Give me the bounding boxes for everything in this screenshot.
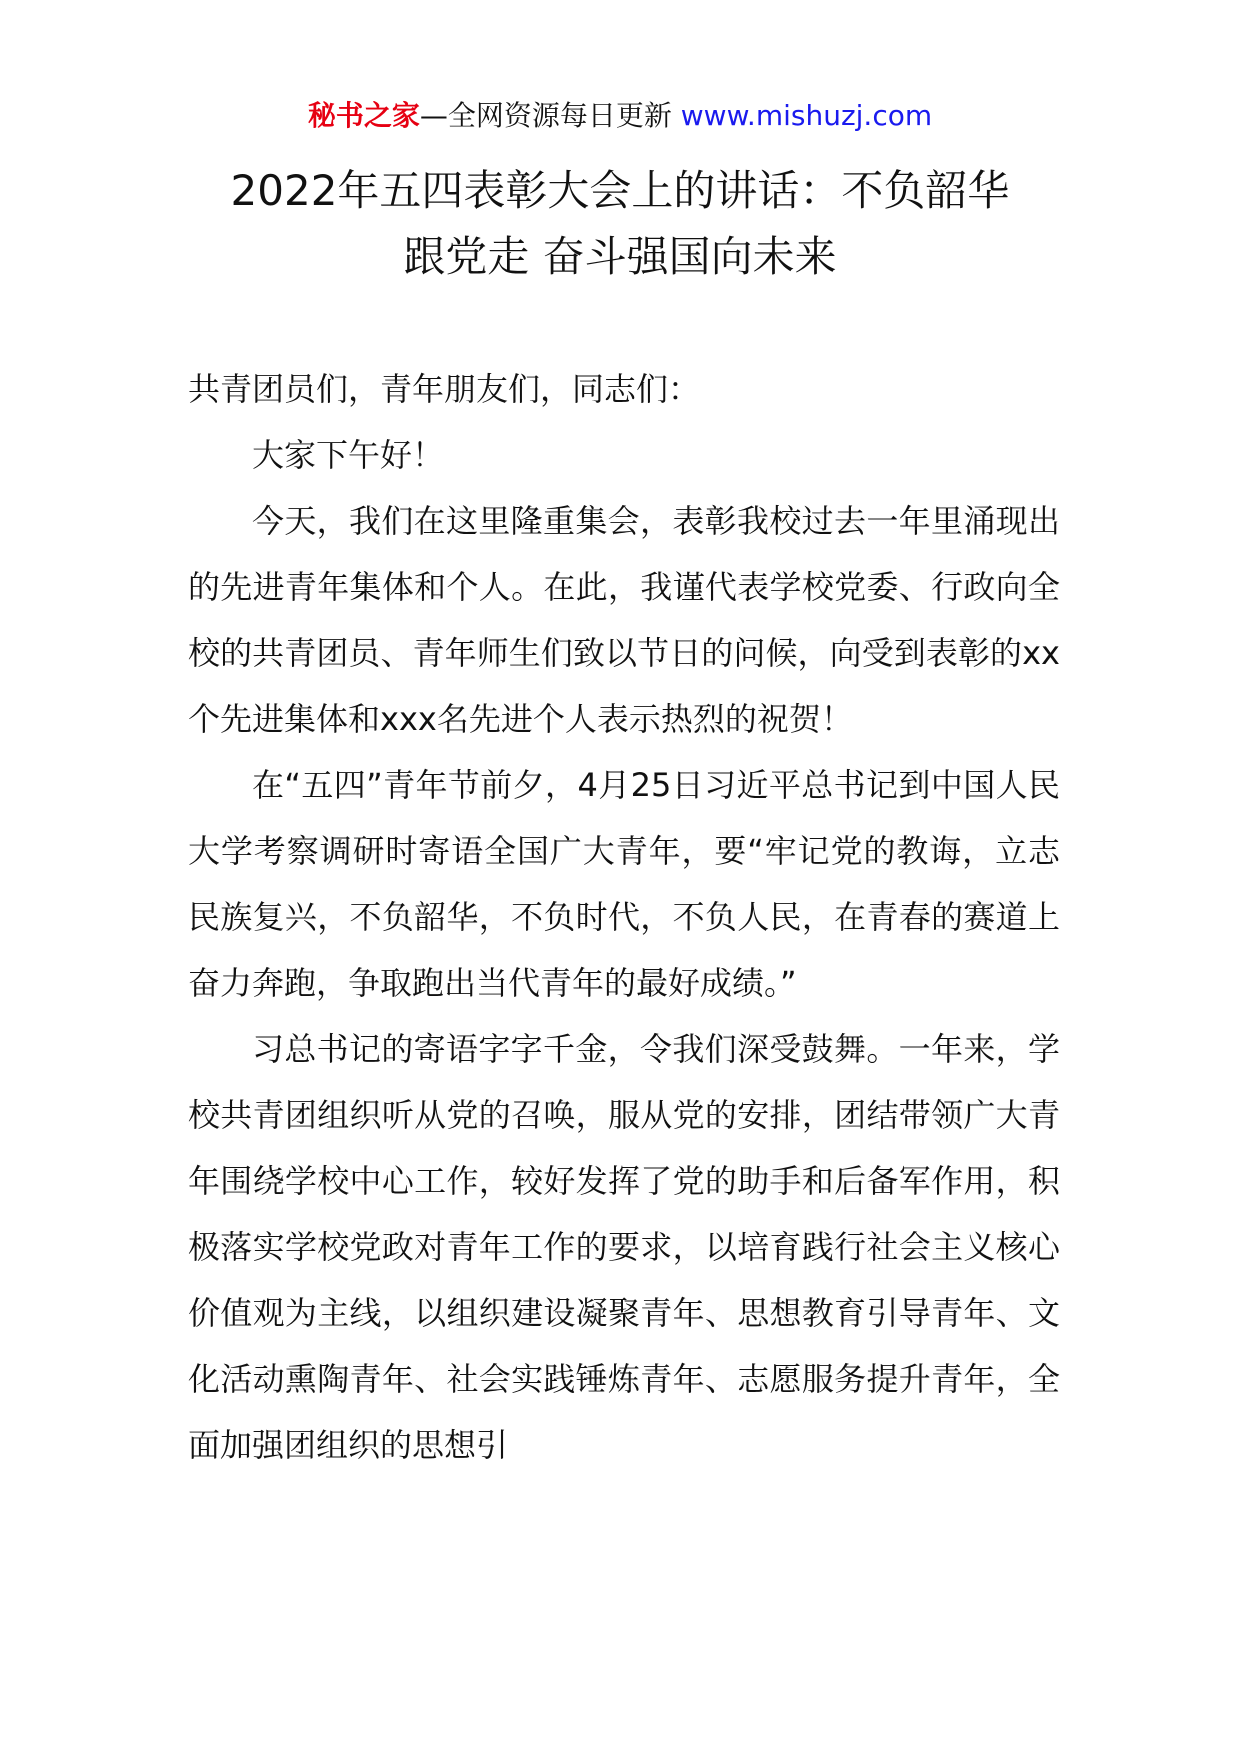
paragraph-3: 习总书记的寄语字字千金，令我们深受鼓舞。一年来，学校共青团组织听从党的召唤，服从党的安排，团结带领广大青年围绕学校中心工作，较好发挥了党的助手和后备军作用，积极落实学校党政对青年工作的要求，以培育践行社会主义核心价值观为主线，以组织建设凝聚青年、思想教育引导青年、文化活动熏陶青年、社会实践锤炼青年、志愿服务提升青年，全面加强团组织的思想引	[188, 1030, 1060, 1464]
paragraph-2: 在“五四”青年节前夕，4月25日习近平总书记到中国人民大学考察调研时寄语全国广大青年，要“牢记党的教诲，立志民族复兴，不负韶华，不负时代，不负人民，在青春的赛道上奋力奔跑，争取跑出当代青年的最好成绩。”	[188, 766, 1060, 1002]
speech-body	[188, 356, 1060, 1478]
header-tagline: —全网资源每日更新	[419, 99, 681, 132]
greeting: 大家下午好！	[252, 436, 445, 474]
paragraph-1: 今天，我们在这里隆重集会，表彰我校过去一年里涌现出的先进青年集体和个人。在此，我谨代表学校党委、行政向全校的共青团员、青年师生们致以节日的问候，向受到表彰的xx个先进集体和xxx名先进个人表示热烈的祝贺！	[188, 502, 1060, 738]
brand-name: 秘书之家	[307, 99, 420, 132]
site-header	[0, 96, 1240, 136]
document-title	[140, 158, 1100, 290]
title-line-2: 跟党走 奋斗强国向未来	[403, 232, 837, 281]
site-url-link[interactable]: www.mishuzj.com	[680, 99, 933, 132]
title-line-1: 2022年五四表彰大会上的讲话：不负韶华	[230, 166, 1010, 215]
salutation: 共青团员们，青年朋友们，同志们：	[188, 370, 701, 408]
